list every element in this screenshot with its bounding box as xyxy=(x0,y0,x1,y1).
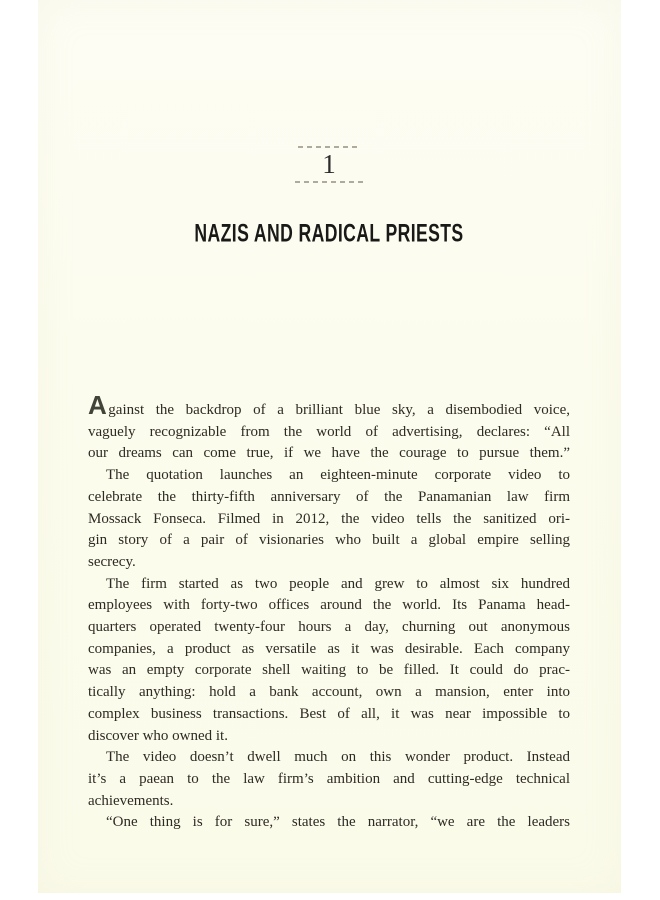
text-line: gin story of a pair of visionaries who built a global empire selling xyxy=(88,532,570,549)
text-line: complex business transactions. Best of all, it was near impossible to xyxy=(88,705,570,722)
text-line: companies, a product as versatile as it was desirable. Each company xyxy=(88,640,570,657)
text-line: vaguely recognizable from the world of advertising, declares: “All xyxy=(88,423,570,440)
paragraph xyxy=(88,390,570,465)
chapter-number: 1 xyxy=(322,149,336,179)
text-line: was an empty corporate shell waiting to be filled. It could do prac- xyxy=(88,662,570,679)
text-line: our dreams can come true, if we have the courage to pursue them.” xyxy=(88,445,570,462)
text-line: employees with forty-two offices around the world. Its Panama head- xyxy=(88,597,570,614)
text-line: achievements. xyxy=(88,792,174,809)
drop-cap: A xyxy=(88,390,108,420)
paragraph xyxy=(88,465,570,574)
paragraph xyxy=(88,574,570,748)
text-line: “One thing is for sure,” states the narrator, “we are the leaders xyxy=(106,814,570,831)
chapter-number-rule-bottom xyxy=(295,181,363,183)
text-line: The video doesn’t dwell much on this wonder product. Instead xyxy=(106,749,570,766)
chapter-title: NAZIS AND RADICAL PRIESTS xyxy=(194,219,464,247)
text-line: The firm started as two people and grew to almost six hundred xyxy=(106,575,570,592)
paragraph xyxy=(88,747,570,812)
text-line: quarters operated twenty-four hours a day, churning out anonymous xyxy=(88,619,570,636)
text-line: tically anything: hold a bank account, own a mansion, enter into xyxy=(88,684,570,701)
text-line: Against the backdrop of a brilliant blue sky, a disembodied voice, xyxy=(88,390,570,420)
text-line: Mossack Fonseca. Filmed in 2012, the video tells the sanitized ori- xyxy=(88,510,570,527)
book-page xyxy=(38,0,621,893)
text-line: discover who owned it. xyxy=(88,727,228,744)
text-line: celebrate the thirty-fifth anniversary of the Panamanian law firm xyxy=(88,488,570,505)
chapter-number-rule-top xyxy=(298,146,360,148)
text-line: The quotation launches an eighteen-minute corporate video to xyxy=(106,467,570,484)
paragraph xyxy=(88,812,570,834)
text-line: secrecy. xyxy=(88,553,136,570)
text-line: it’s a paean to the law firm’s ambition and cutting-edge technical xyxy=(88,770,570,787)
body-text xyxy=(88,390,570,834)
chapter-number-block xyxy=(88,146,570,183)
